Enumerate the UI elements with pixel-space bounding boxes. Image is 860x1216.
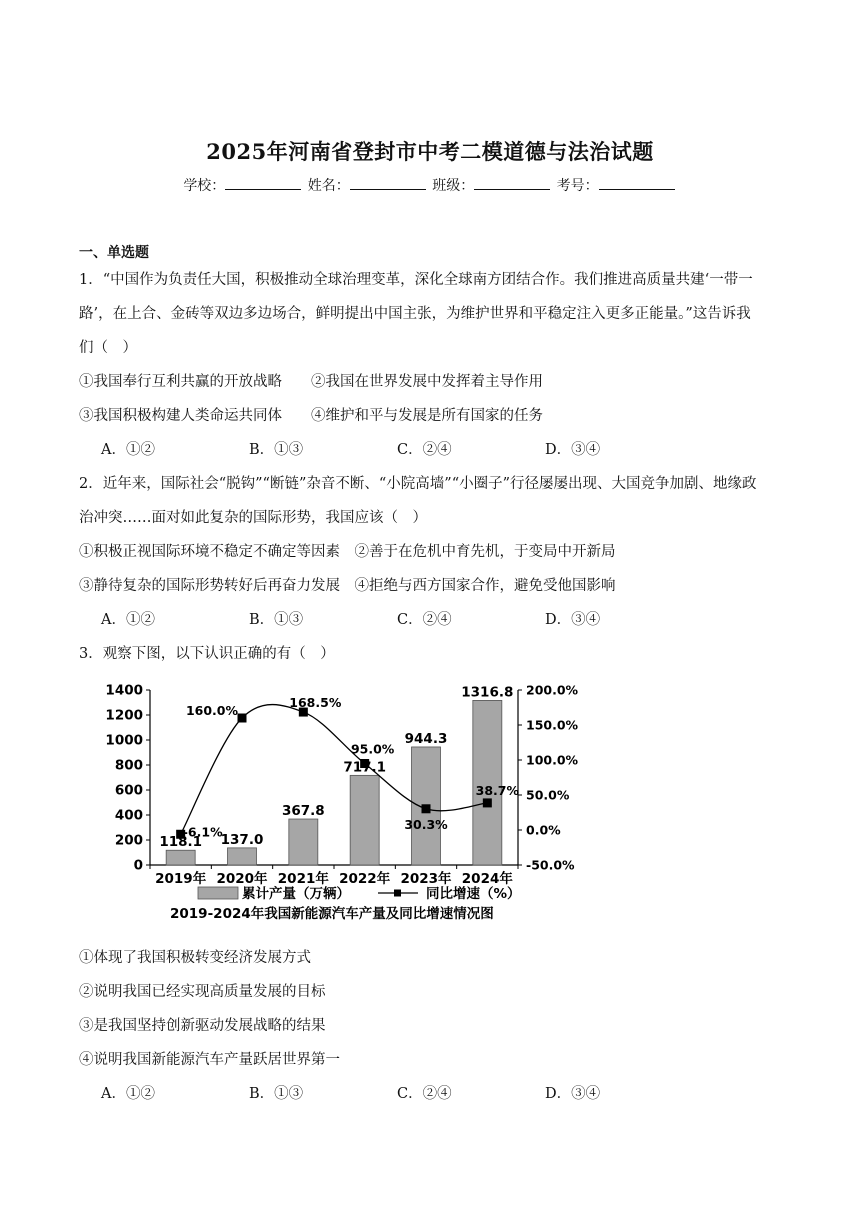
growth-value-label: 168.5% <box>289 695 342 711</box>
legend-bar-swatch <box>198 887 238 899</box>
right-tick-label: 0.0% <box>526 822 561 838</box>
q3-option-a[interactable]: A．①② <box>101 1086 155 1102</box>
left-tick-label: 1200 <box>105 707 143 724</box>
growth-value-label: 30.3% <box>404 816 448 832</box>
exam-no-label: 考号： <box>556 178 599 194</box>
right-tick-label: -50.0% <box>526 857 575 873</box>
x-tick-label: 2023年 <box>400 871 452 887</box>
q2-option-d[interactable]: D．③④ <box>545 612 601 628</box>
q1-option-c[interactable]: C．②④ <box>397 442 452 458</box>
bar-2019年 <box>166 850 195 865</box>
name-label: 姓名： <box>307 178 350 194</box>
q2-option-a[interactable]: A．①② <box>101 612 155 628</box>
x-tick-label: 2024年 <box>461 871 513 887</box>
x-tick-label: 2022年 <box>339 871 391 887</box>
right-tick-label: 150.0% <box>526 717 579 733</box>
q1-stem-line-3: 们（ ） <box>79 340 137 356</box>
left-tick-label: 800 <box>114 757 143 774</box>
q1-statement-2: ③我国积极构建人类命运共同体 ④维护和平与发展是所有国家的任务 <box>79 408 543 424</box>
q2-option-b[interactable]: B．①③ <box>249 612 304 628</box>
bar-value-label: 717.1 <box>343 759 387 776</box>
bar-2020年 <box>228 848 257 865</box>
school-label: 学校： <box>183 178 226 194</box>
growth-curve <box>181 705 488 835</box>
legend-line-marker <box>394 890 401 897</box>
bar-value-label: 118.1 <box>159 834 203 851</box>
bar-value-label: 1316.8 <box>461 684 514 701</box>
school-blank[interactable] <box>225 175 301 190</box>
bar-value-label: 944.3 <box>404 730 448 747</box>
q2-statement-1: ①积极正视国际环境不稳定不确定等因素 ②善于在危机中育先机，于变局中开新局 <box>79 544 616 560</box>
growth-value-label: 160.0% <box>185 703 239 718</box>
q1-options <box>101 438 693 459</box>
right-tick-label: 200.0% <box>526 682 579 698</box>
q2-option-c[interactable]: C．②④ <box>397 612 452 628</box>
x-tick-label: 2020年 <box>216 871 268 887</box>
q3-option-c[interactable]: C．②④ <box>397 1086 452 1102</box>
q3-statement-2: ②说明我国已经实现高质量发展的目标 <box>79 984 326 1000</box>
right-tick-label: 50.0% <box>526 787 570 803</box>
left-tick-label: 200 <box>114 832 143 849</box>
q3-option-d[interactable]: D．③④ <box>545 1086 601 1102</box>
section-title: 一、单选题 <box>79 245 149 261</box>
exam-no-blank[interactable] <box>599 175 675 190</box>
class-label: 班级： <box>432 178 475 194</box>
q1-option-d[interactable]: D．③④ <box>545 442 601 458</box>
q1-stem-line-1: 1．“中国作为负责任大国，积极推动全球治理变革，深化全球南方团结合作。我们推进高质量共建‘一带一 <box>79 272 753 288</box>
q3-statement-4: ④说明我国新能源汽车产量跃居世界第一 <box>79 1052 340 1068</box>
x-tick-label: 2021年 <box>277 871 329 887</box>
nev-production-chart <box>105 675 580 930</box>
growth-value-label: -6.1% <box>182 824 223 840</box>
bar-2021年 <box>289 819 318 865</box>
left-tick-label: 400 <box>114 807 143 824</box>
q3-statement-1: ①体现了我国积极转变经济发展方式 <box>79 950 311 966</box>
legend-bar-label: 累计产量（万辆） <box>242 886 350 902</box>
q3-option-b[interactable]: B．①③ <box>249 1086 304 1102</box>
q2-options <box>101 608 693 629</box>
growth-marker-2024年 <box>483 798 492 807</box>
legend-line-label: 同比增速（%） <box>426 886 521 902</box>
chart-title: 2019-2024年我国新能源汽车产量及同比增速情况图 <box>170 906 494 922</box>
class-blank[interactable] <box>474 175 550 190</box>
left-tick-label: 1000 <box>105 732 143 749</box>
q2-statement-2: ③静待复杂的国际形势转好后再奋力发展 ④拒绝与西方国家合作，避免受他国影响 <box>79 578 616 594</box>
name-blank[interactable] <box>350 175 426 190</box>
page-title: 2025年河南省登封市中考二模道德与法治试题 <box>206 139 654 164</box>
chart-legend <box>170 885 521 922</box>
student-info-line <box>0 175 860 195</box>
growth-marker-2020年 <box>238 714 247 723</box>
q1-statement-1: ①我国奉行互利共赢的开放战略 ②我国在世界发展中发挥着主导作用 <box>79 374 543 390</box>
growth-marker-2023年 <box>422 804 431 813</box>
bar-value-label: 367.8 <box>281 803 325 820</box>
right-tick-label: 100.0% <box>526 752 579 768</box>
q3-stem-line-1: 3．观察下图，以下认识正确的有（ ） <box>79 646 335 662</box>
growth-value-label: 95.0% <box>350 741 395 757</box>
chart-labels <box>159 684 519 850</box>
x-tick-label: 2019年 <box>155 871 207 887</box>
q2-stem-line-2: 治冲突……面对如此复杂的国际形势，我国应该（ ） <box>79 510 427 526</box>
q3-statement-3: ③是我国坚持创新驱动发展战略的结果 <box>79 1018 326 1034</box>
q2-stem-line-1: 2．近年来，国际社会“脱钩”“断链”杂音不断、“小院高墙”“小圈子”行径屡屡出现、大国竞争加剧、地缘政 <box>79 476 757 492</box>
chart-bars <box>166 700 502 865</box>
growth-value-label: 38.7% <box>475 782 520 798</box>
q1-stem-line-2: 路’，在上合、金砖等双边多边场合，鲜明提出中国主张，为维护世界和平稳定注入更多正能量。”这告诉我 <box>79 306 751 322</box>
bar-value-label: 137.0 <box>220 831 264 848</box>
q3-options <box>101 1082 693 1103</box>
bar-2022年 <box>350 775 379 865</box>
q1-option-a[interactable]: A．①② <box>101 442 155 458</box>
left-tick-label: 0 <box>133 857 143 874</box>
left-tick-label: 1400 <box>105 682 143 699</box>
q1-option-b[interactable]: B．①③ <box>249 442 304 458</box>
left-tick-label: 600 <box>114 782 143 799</box>
